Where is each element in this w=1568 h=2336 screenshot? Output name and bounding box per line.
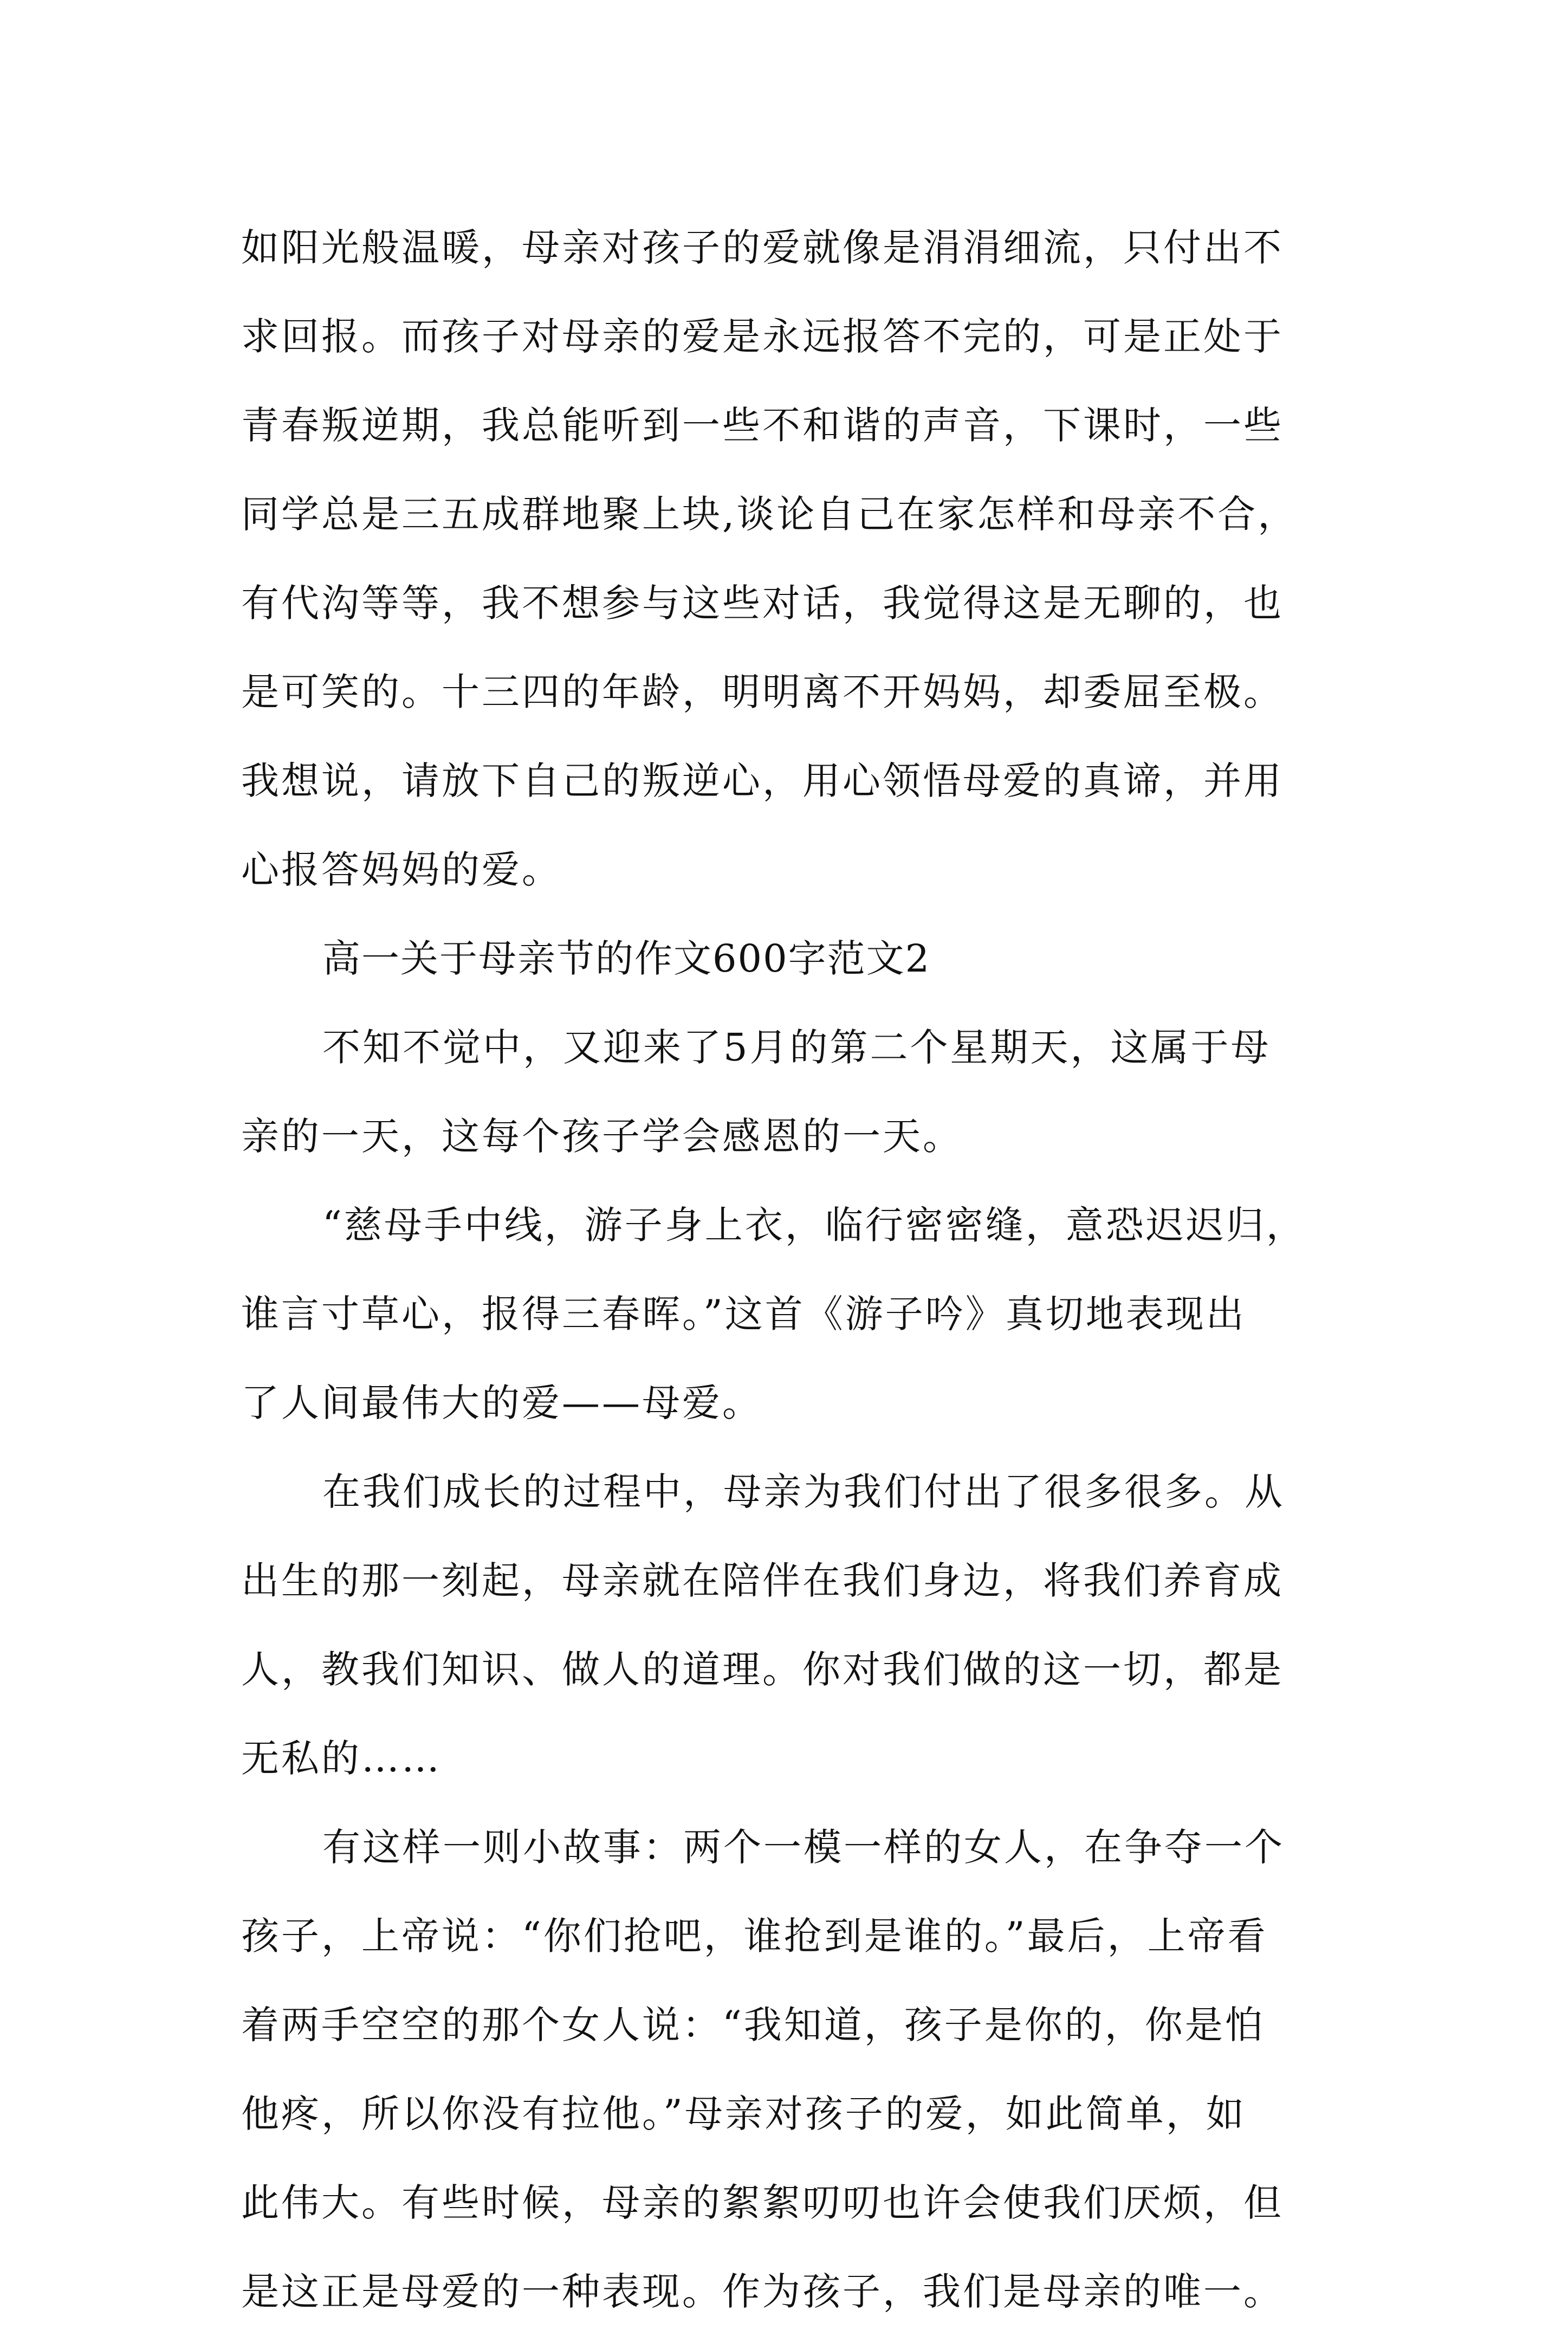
text-line: 如阳光般温暖，母亲对孩子的爱就像是涓涓细流，只付出不 <box>241 225 1284 270</box>
text-line: 人，教我们知识、做人的道理。你对我们做的这一切，都是 <box>241 1647 1284 1692</box>
text-line: 求回报。而孩子对母亲的爱是永远报答不完的，可是正处于 <box>241 314 1284 359</box>
text-line: 了人间最伟大的爱——母爱。 <box>241 1381 762 1425</box>
text-line: 孩子，上帝说：“你们抢吧，谁抢到是谁的。”最后，上帝看 <box>241 1914 1268 1958</box>
paragraph-first-line: 在我们成长的过程中，母亲为我们付出了很多很多。从 <box>322 1470 1285 1514</box>
section-heading: 高一关于母亲节的作文600字范文2 <box>322 936 931 981</box>
text-line: 谁言寸草心，报得三春晖。”这首《游子吟》真切地表现出 <box>241 1292 1246 1336</box>
paragraph-first-line: 不知不觉中，又迎来了5月的第二个星期天，这属于母 <box>322 1025 1271 1070</box>
text-line: 同学总是三五成群地聚上块,谈论自己在家怎样和母亲不合， <box>241 492 1298 536</box>
text-line: 是这正是母爱的一种表现。作为孩子，我们是母亲的唯一。 <box>241 2269 1284 2314</box>
text-line: 有代沟等等，我不想参与这些对话，我觉得这是无聊的，也 <box>241 581 1284 625</box>
text-line: 是可笑的。十三四的年龄，明明离不开妈妈，却委屈至极。 <box>241 670 1284 714</box>
paragraph-first-line: “慈母手中线，游子身上衣，临行密密缝，意恐迟迟归， <box>322 1203 1306 1247</box>
paragraph-first-line: 有这样一则小故事：两个一模一样的女人，在争夺一个 <box>322 1825 1285 1869</box>
text-line: 出生的那一刻起，母亲就在陪伴在我们身边，将我们养育成 <box>241 1558 1284 1603</box>
text-line: 无私的…… <box>241 1736 442 1781</box>
text-line: 心报答妈妈的爱。 <box>241 847 562 892</box>
text-line: 我想说，请放下自己的叛逆心，用心领悟母爱的真谛，并用 <box>241 759 1284 803</box>
body-text <box>241 203 1357 2336</box>
text-line: 青春叛逆期，我总能听到一些不和谐的声音，下课时，一些 <box>241 403 1284 448</box>
text-line: 着两手空空的那个女人说：“我知道，孩子是你的，你是怕 <box>241 2003 1265 2047</box>
text-line: 此伟大。有些时候，母亲的絮絮叨叨也许会使我们厌烦，但 <box>241 2180 1284 2225</box>
text-line: 亲的一天，这每个孩子学会感恩的一天。 <box>241 1114 963 1159</box>
text-line: 他疼，所以你没有拉他。”母亲对孩子的爱，如此简单，如 <box>241 2092 1246 2136</box>
